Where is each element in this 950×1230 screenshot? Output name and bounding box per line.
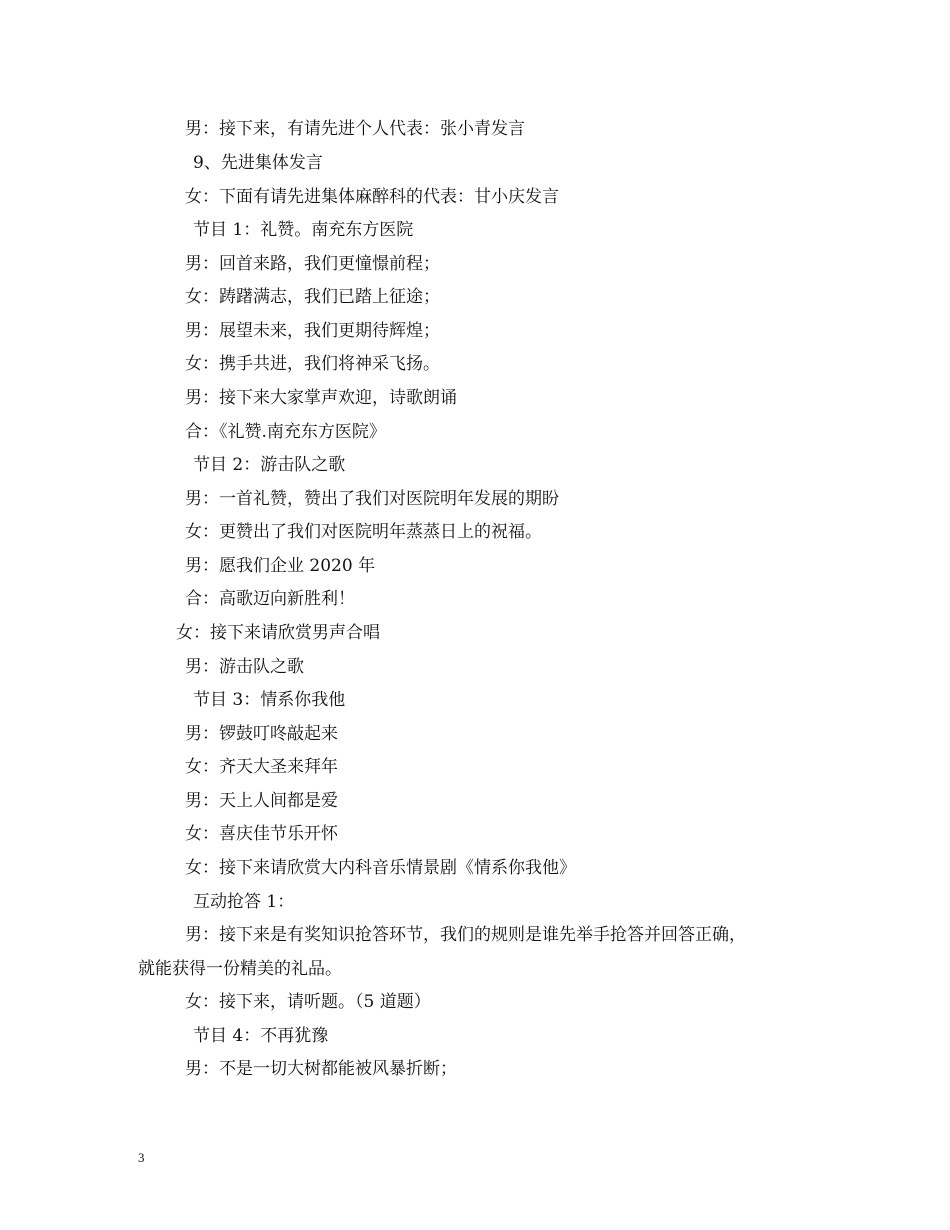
text-line: 男：锣鼓叮咚敲起来 (185, 724, 338, 744)
program-heading: 节目 3：情系你我他 (193, 690, 346, 710)
text-line-continuation: 就能获得一份精美的礼品。 (138, 959, 342, 979)
text-line: 男：回首来路，我们更憧憬前程； (185, 254, 440, 274)
text-line: 男：接下来，有请先进个人代表：张小青发言 (185, 119, 525, 139)
text-line: 男：不是一切大树都能被风暴折断； (185, 1059, 457, 1079)
program-heading: 节目 1：礼赞。南充东方医院 (193, 220, 414, 240)
text-line: 女：携手共进，我们将神采飞扬。 (185, 354, 440, 374)
text-line: 男：接下来大家掌声欢迎，诗歌朗诵 (185, 388, 457, 408)
text-line: 男：游击队之歌 (185, 657, 304, 677)
text-line: 男：一首礼赞，赞出了我们对医院明年发展的期盼 (185, 489, 559, 509)
program-heading: 互动抢答 1： (193, 892, 295, 912)
text-line: 女：接下来，请听题。（5 道题） (185, 992, 431, 1012)
program-heading: 节目 4：不再犹豫 (193, 1026, 329, 1046)
text-line: 合：高歌迈向新胜利！ (185, 589, 355, 609)
text-line: 男：接下来是有奖知识抢答环节，我们的规则是谁先举手抢答并回答正确， (185, 925, 746, 945)
section-heading: 9、先进集体发言 (193, 153, 323, 173)
text-line: 合：《礼赞.南充东方医院》 (185, 422, 386, 442)
text-line: 女：下面有请先进集体麻醉科的代表：甘小庆发言 (185, 187, 559, 207)
text-line: 女：接下来请欣赏男声合唱 (176, 623, 380, 643)
text-line: 女：接下来请欣赏大内科音乐情景剧《情系你我他》 (185, 858, 576, 878)
text-line: 男：展望未来，我们更期待辉煌； (185, 321, 440, 341)
text-line: 男：愿我们企业 2020 年 (185, 556, 376, 576)
program-heading: 节目 2：游击队之歌 (193, 455, 346, 475)
text-line: 女：踌躇满志，我们已踏上征途； (185, 287, 440, 307)
text-line: 女：更赞出了我们对医院明年蒸蒸日上的祝福。 (185, 522, 542, 542)
page-number: 3 (138, 1150, 145, 1165)
text-line: 女：齐天大圣来拜年 (185, 757, 338, 777)
text-line: 女：喜庆佳节乐开怀 (185, 824, 338, 844)
text-line: 男：天上人间都是爱 (185, 791, 338, 811)
